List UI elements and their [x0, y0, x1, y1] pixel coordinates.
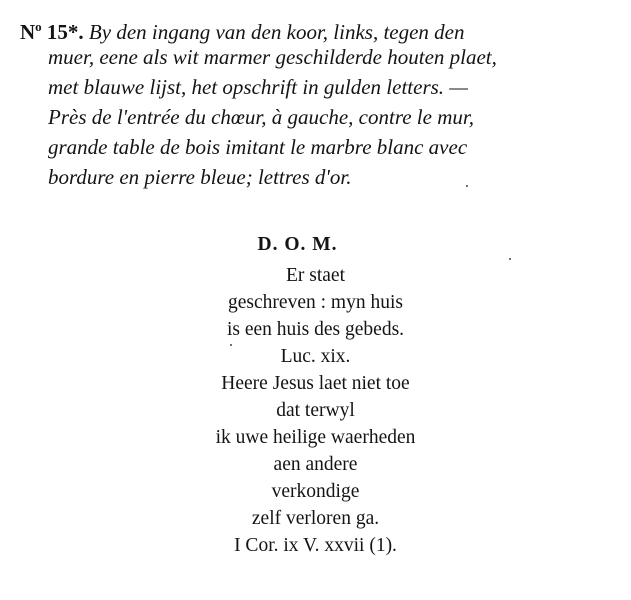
entry-number	[20, 20, 84, 44]
entry-text-line: By den ingang van den koor, links, tegen den	[83, 20, 465, 44]
inscription-line: ik uwe heilige waerheden	[215, 427, 416, 448]
entry-first-line	[20, 12, 620, 42]
entry-description	[20, 12, 620, 192]
inscription-line: is een huis des gebeds.	[226, 319, 405, 340]
inscription-line: I Cor. ix V. xxvii (1).	[234, 535, 397, 556]
entry-text-line: muer, eene als wit marmer geschilderde houten plaet,	[48, 45, 497, 69]
entry-text-line: bordure en pierre bleue; lettres d'or.	[48, 165, 352, 189]
inscription-line: aen andere	[273, 454, 358, 475]
inscription-block	[0, 230, 631, 559]
entry-number-value: 15*.	[41, 20, 84, 44]
inscription-line: dat terwyl	[276, 400, 355, 421]
inscription-line: zelf verloren ga.	[251, 508, 380, 529]
entry-text-line: met blauwe lijst, het opschrift in gulden letters. —	[48, 75, 468, 99]
entry-number-prefix: N	[20, 20, 36, 44]
entry-text-line: Près de l'entrée du chœur, à gauche, contre le mur,	[48, 105, 474, 129]
entry-number-superscript: o	[35, 19, 42, 34]
entry-text-line: grande table de bois imitant le marbre blanc avec	[48, 135, 468, 159]
inscription-line: geschreven : myn huis	[228, 292, 403, 313]
paper-speck	[509, 258, 511, 260]
inscription-title: D. O. M.	[257, 234, 338, 255]
inscription-line: Luc. xix.	[280, 346, 351, 367]
inscription-line: verkondige	[271, 481, 360, 502]
paper-speck	[466, 185, 468, 187]
inscription-line: Heere Jesus laet niet toe	[221, 373, 410, 394]
inscription-line: Er staet	[285, 265, 345, 286]
paper-speck	[230, 344, 232, 346]
